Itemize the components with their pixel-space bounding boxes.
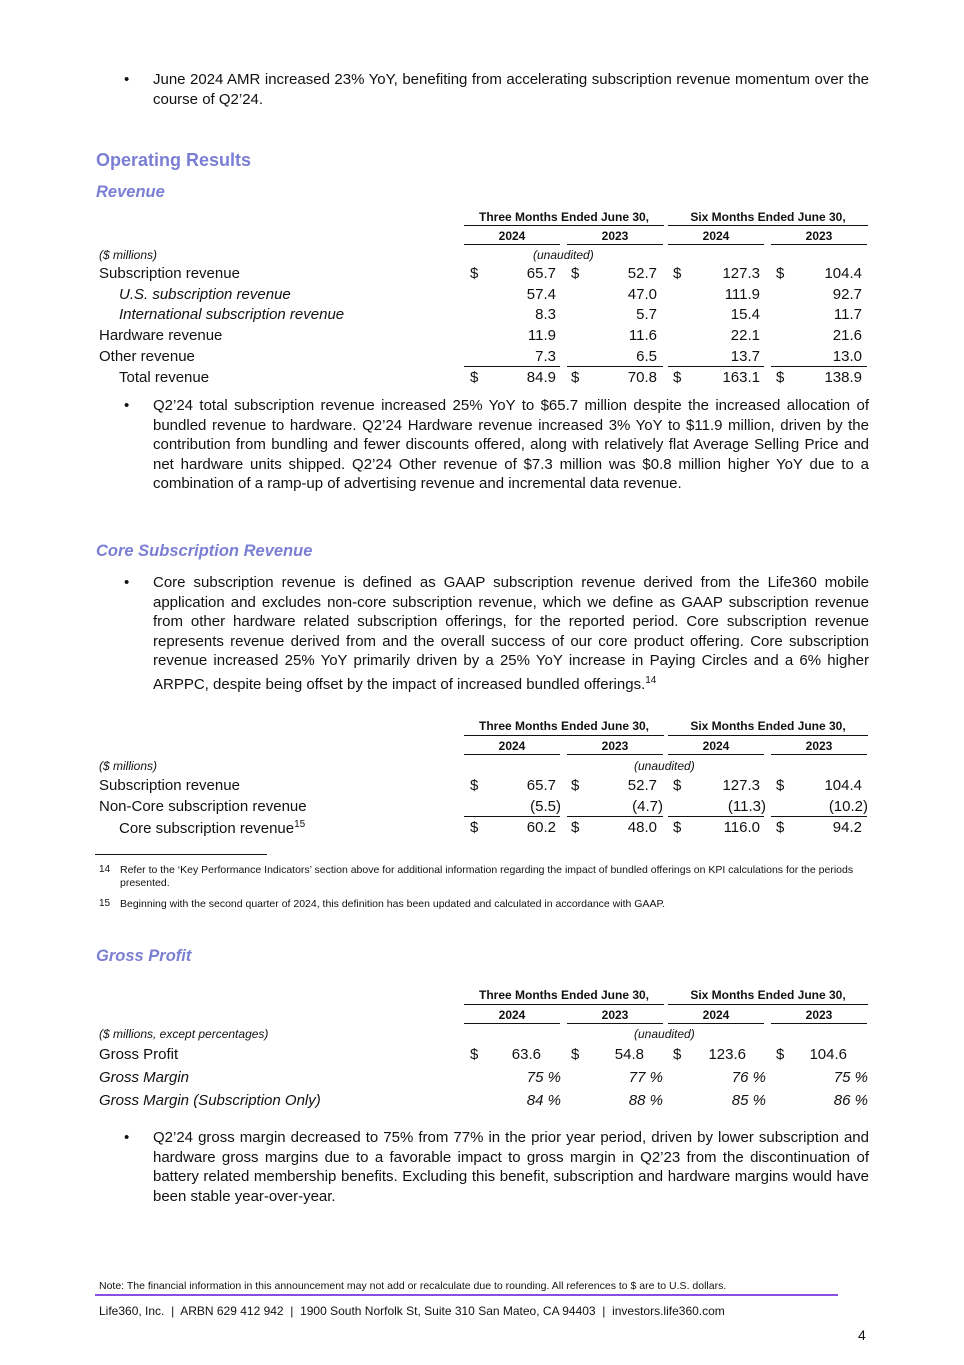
- cell-value: 11.9: [527, 327, 556, 344]
- year-header: 2023: [601, 1008, 629, 1022]
- row-label: Subscription revenue: [99, 777, 240, 794]
- cell-value: 21.6: [832, 327, 862, 344]
- cell-value: 6.5: [636, 348, 657, 365]
- core-bullet-text: Core subscription revenue is defined as GAAP subscription revenue derived from the Life360 mobile application and excludes non-core subscription revenue, which we define as GAAP subscription revenue from other hardware related subscription offerings, for the reported period. Core subscription revenue represents revenue derived from and the overall success of our core product offering. Core subscription revenue increased 25% YoY primarily driven by a 25% YoY increase in Paying Circles and a 6% higher ARPPC, despite being offset by the impact of increased bundled offerings.$^{14}$: [153, 574, 869, 693]
- cell-value: 76 %: [731, 1069, 766, 1086]
- separator: |: [171, 1304, 175, 1318]
- cell-value: 75 %: [833, 1069, 868, 1086]
- six-months-header: Six Months Ended June 30,: [690, 210, 846, 224]
- cell-value: 47.0: [627, 286, 657, 303]
- units-label: ($ millions, except percentages): [99, 1027, 269, 1041]
- cell-value: 70.8: [627, 369, 657, 386]
- footnote-number: 15: [99, 898, 111, 909]
- year-header: 2023: [601, 229, 629, 243]
- cell-value: 127.3: [722, 265, 760, 282]
- separator: |: [290, 1304, 294, 1318]
- unaudited-label: (unaudited): [634, 1027, 695, 1041]
- row-label: Gross Profit: [99, 1046, 179, 1063]
- cell-value: 52.7: [627, 265, 657, 282]
- cell-value: 65.7: [526, 265, 556, 282]
- units-label: ($ millions): [99, 248, 158, 262]
- page-number: 4: [858, 1327, 866, 1343]
- currency-sign: $: [776, 265, 785, 282]
- footnote-number: 14: [99, 864, 111, 875]
- cell-value: 63.6: [511, 1046, 541, 1063]
- currency-sign: $: [673, 1046, 682, 1063]
- cell-value: (4.7): [632, 798, 663, 815]
- cell-value: 8.3: [535, 306, 556, 323]
- currency-sign: $: [673, 369, 682, 386]
- company-name: Life360, Inc.: [99, 1304, 165, 1318]
- bullet-dot: •: [124, 1129, 130, 1146]
- unaudited-label: (unaudited): [533, 248, 594, 262]
- currency-sign: $: [470, 265, 479, 282]
- arbn: ARBN 629 412 942: [180, 1304, 284, 1318]
- row-label: Non-Core subscription revenue: [99, 798, 307, 815]
- row-label-total: Core subscription revenue$^{15}$: [119, 819, 306, 837]
- currency-sign: $: [776, 819, 785, 836]
- cell-value: 116.0: [723, 819, 760, 836]
- row-label-total: Total revenue: [119, 369, 210, 386]
- cell-value: 11.7: [833, 306, 862, 323]
- currency-sign: $: [470, 819, 479, 836]
- currency-sign: $: [571, 819, 580, 836]
- currency-sign: $: [673, 265, 682, 282]
- footnote-text: Refer to the ‘Key Performance Indicators’ section above for additional information regarding the impact of bundled offerings on KPI calculations for the periods presented.: [120, 864, 854, 889]
- year-header: 2024: [702, 739, 730, 753]
- year-header: 2024: [702, 229, 730, 243]
- cell-value: 92.7: [832, 286, 862, 303]
- row-label: Subscription revenue: [99, 265, 240, 282]
- bullet-dot: •: [124, 574, 130, 591]
- units-label: ($ millions): [99, 759, 158, 773]
- cell-value: (5.5): [530, 798, 561, 815]
- six-months-header: Six Months Ended June 30,: [690, 719, 846, 733]
- cell-value: 86 %: [833, 1092, 868, 1109]
- gross-profit-bullet-text: Q2’24 gross margin decreased to 75% from 77% in the prior year period, driven by lower subscription and hardware gross margins due to a favorable impact to gross margin in Q2’23 from the discontinuation of battery related membership benefits. Excluding this benefit, subscription and hardware margins would have been stable year-over-year.: [153, 1129, 869, 1205]
- year-header: 2024: [498, 1008, 526, 1022]
- year-header: 2023: [805, 739, 833, 753]
- address: 1900 South Norfolk St, Suite 310 San Mateo, CA 94403: [300, 1304, 596, 1318]
- cell-value: 5.7: [636, 306, 657, 323]
- cell-value: 60.2: [526, 819, 556, 836]
- intro-bullet-text: June 2024 AMR increased 23% YoY, benefiting from accelerating subscription revenue momentum over the course of Q2’24.: [153, 71, 869, 108]
- three-months-header: Three Months Ended June 30,: [478, 719, 650, 733]
- row-label: Hardware revenue: [99, 327, 223, 344]
- cell-value: 104.4: [824, 265, 862, 282]
- revenue-bullet-text: Q2’24 total subscription revenue increased 25% YoY to $65.7 million despite the increased allocation of bundled revenue to hardware. Q2’24 Hardware revenue increased 3% YoY to $11.9 million, driven by the contribution from bundling and fewer discounts offered, along with relatively flat Average Selling Price and net hardware units shipped. Q2’24 Other revenue of $7.3 million was $0.8 million higher YoY due to a combination of a ramp-up of advertising revenue and incremental data revenue.: [153, 397, 869, 492]
- row-label: Gross Margin: [99, 1069, 190, 1086]
- cell-value: 163.1: [722, 369, 760, 386]
- footnote-text: Beginning with the second quarter of 2024, this definition has been updated and calculated in accordance with GAAP.: [120, 898, 666, 910]
- three-months-header: Three Months Ended June 30,: [478, 210, 650, 224]
- revenue-heading: Revenue: [96, 183, 165, 201]
- cell-value: 13.7: [730, 348, 760, 365]
- year-header: 2023: [601, 739, 629, 753]
- cell-value: 111.9: [724, 286, 760, 303]
- year-header: 2023: [805, 229, 833, 243]
- three-months-header: Three Months Ended June 30,: [478, 988, 650, 1002]
- row-label: International subscription revenue: [119, 306, 345, 323]
- cell-value: 84 %: [526, 1092, 561, 1109]
- cell-value: 57.4: [526, 286, 556, 303]
- bullet-dot: •: [124, 397, 130, 414]
- cell-value: 13.0: [832, 348, 862, 365]
- currency-sign: $: [571, 777, 580, 794]
- currency-sign: $: [673, 777, 682, 794]
- cell-value: 85 %: [731, 1092, 766, 1109]
- year-header: 2024: [498, 739, 526, 753]
- cell-value: 127.3: [722, 777, 760, 794]
- year-header: 2023: [805, 1008, 833, 1022]
- row-label: U.S. subscription revenue: [119, 286, 291, 303]
- cell-value: 15.4: [730, 306, 760, 323]
- currency-sign: $: [571, 265, 580, 282]
- year-header: 2024: [498, 229, 526, 243]
- cell-value: 104.6: [809, 1046, 847, 1063]
- currency-sign: $: [776, 777, 785, 794]
- currency-sign: $: [776, 1046, 785, 1063]
- currency-sign: $: [571, 369, 580, 386]
- cell-value: 104.4: [824, 777, 862, 794]
- cell-value: 84.9: [526, 369, 556, 386]
- cell-value: 48.0: [627, 819, 657, 836]
- separator: |: [602, 1304, 606, 1318]
- cell-value: 54.8: [614, 1046, 644, 1063]
- footnote-ref: 15: [294, 819, 306, 830]
- bullet-dot: •: [124, 71, 130, 88]
- cell-value: (10.2): [828, 798, 868, 815]
- cell-value: 11.6: [628, 327, 657, 344]
- operating-results-heading: Operating Results: [96, 150, 252, 170]
- currency-sign: $: [470, 1046, 479, 1063]
- six-months-header: Six Months Ended June 30,: [690, 988, 846, 1002]
- cell-value: 123.6: [708, 1046, 746, 1063]
- row-label: Other revenue: [99, 348, 195, 365]
- core-subscription-heading: Core Subscription Revenue: [96, 542, 313, 560]
- currency-sign: $: [571, 1046, 580, 1063]
- footnote-divider: [95, 854, 267, 855]
- currency-sign: $: [776, 369, 785, 386]
- cell-value: 75 %: [526, 1069, 561, 1086]
- currency-sign: $: [470, 777, 479, 794]
- currency-sign: $: [470, 369, 479, 386]
- cell-value: 88 %: [628, 1092, 663, 1109]
- currency-sign: $: [673, 819, 682, 836]
- cell-value: 52.7: [627, 777, 657, 794]
- cell-value: 7.3: [535, 348, 556, 365]
- footnote-ref: 14: [645, 674, 657, 686]
- cell-value: 138.9: [824, 369, 862, 386]
- website-link[interactable]: investors.life360.com: [612, 1304, 725, 1318]
- rounding-note: Note: The financial information in this announcement may not add or recalculate due to rounding. All references to $ are to U.S. dollars.: [99, 1280, 727, 1292]
- footer-contact: [99, 1304, 725, 1318]
- cell-value: 77 %: [628, 1069, 663, 1086]
- row-label: Gross Margin (Subscription Only): [99, 1092, 321, 1109]
- cell-value: (11.3): [727, 798, 766, 815]
- year-header: 2024: [702, 1008, 730, 1022]
- cell-value: 94.2: [832, 819, 862, 836]
- gross-profit-heading: Gross Profit: [96, 947, 192, 965]
- footer-divider: [95, 1294, 838, 1296]
- unaudited-label: (unaudited): [634, 759, 695, 773]
- cell-value: 22.1: [730, 327, 760, 344]
- cell-value: 65.7: [526, 777, 556, 794]
